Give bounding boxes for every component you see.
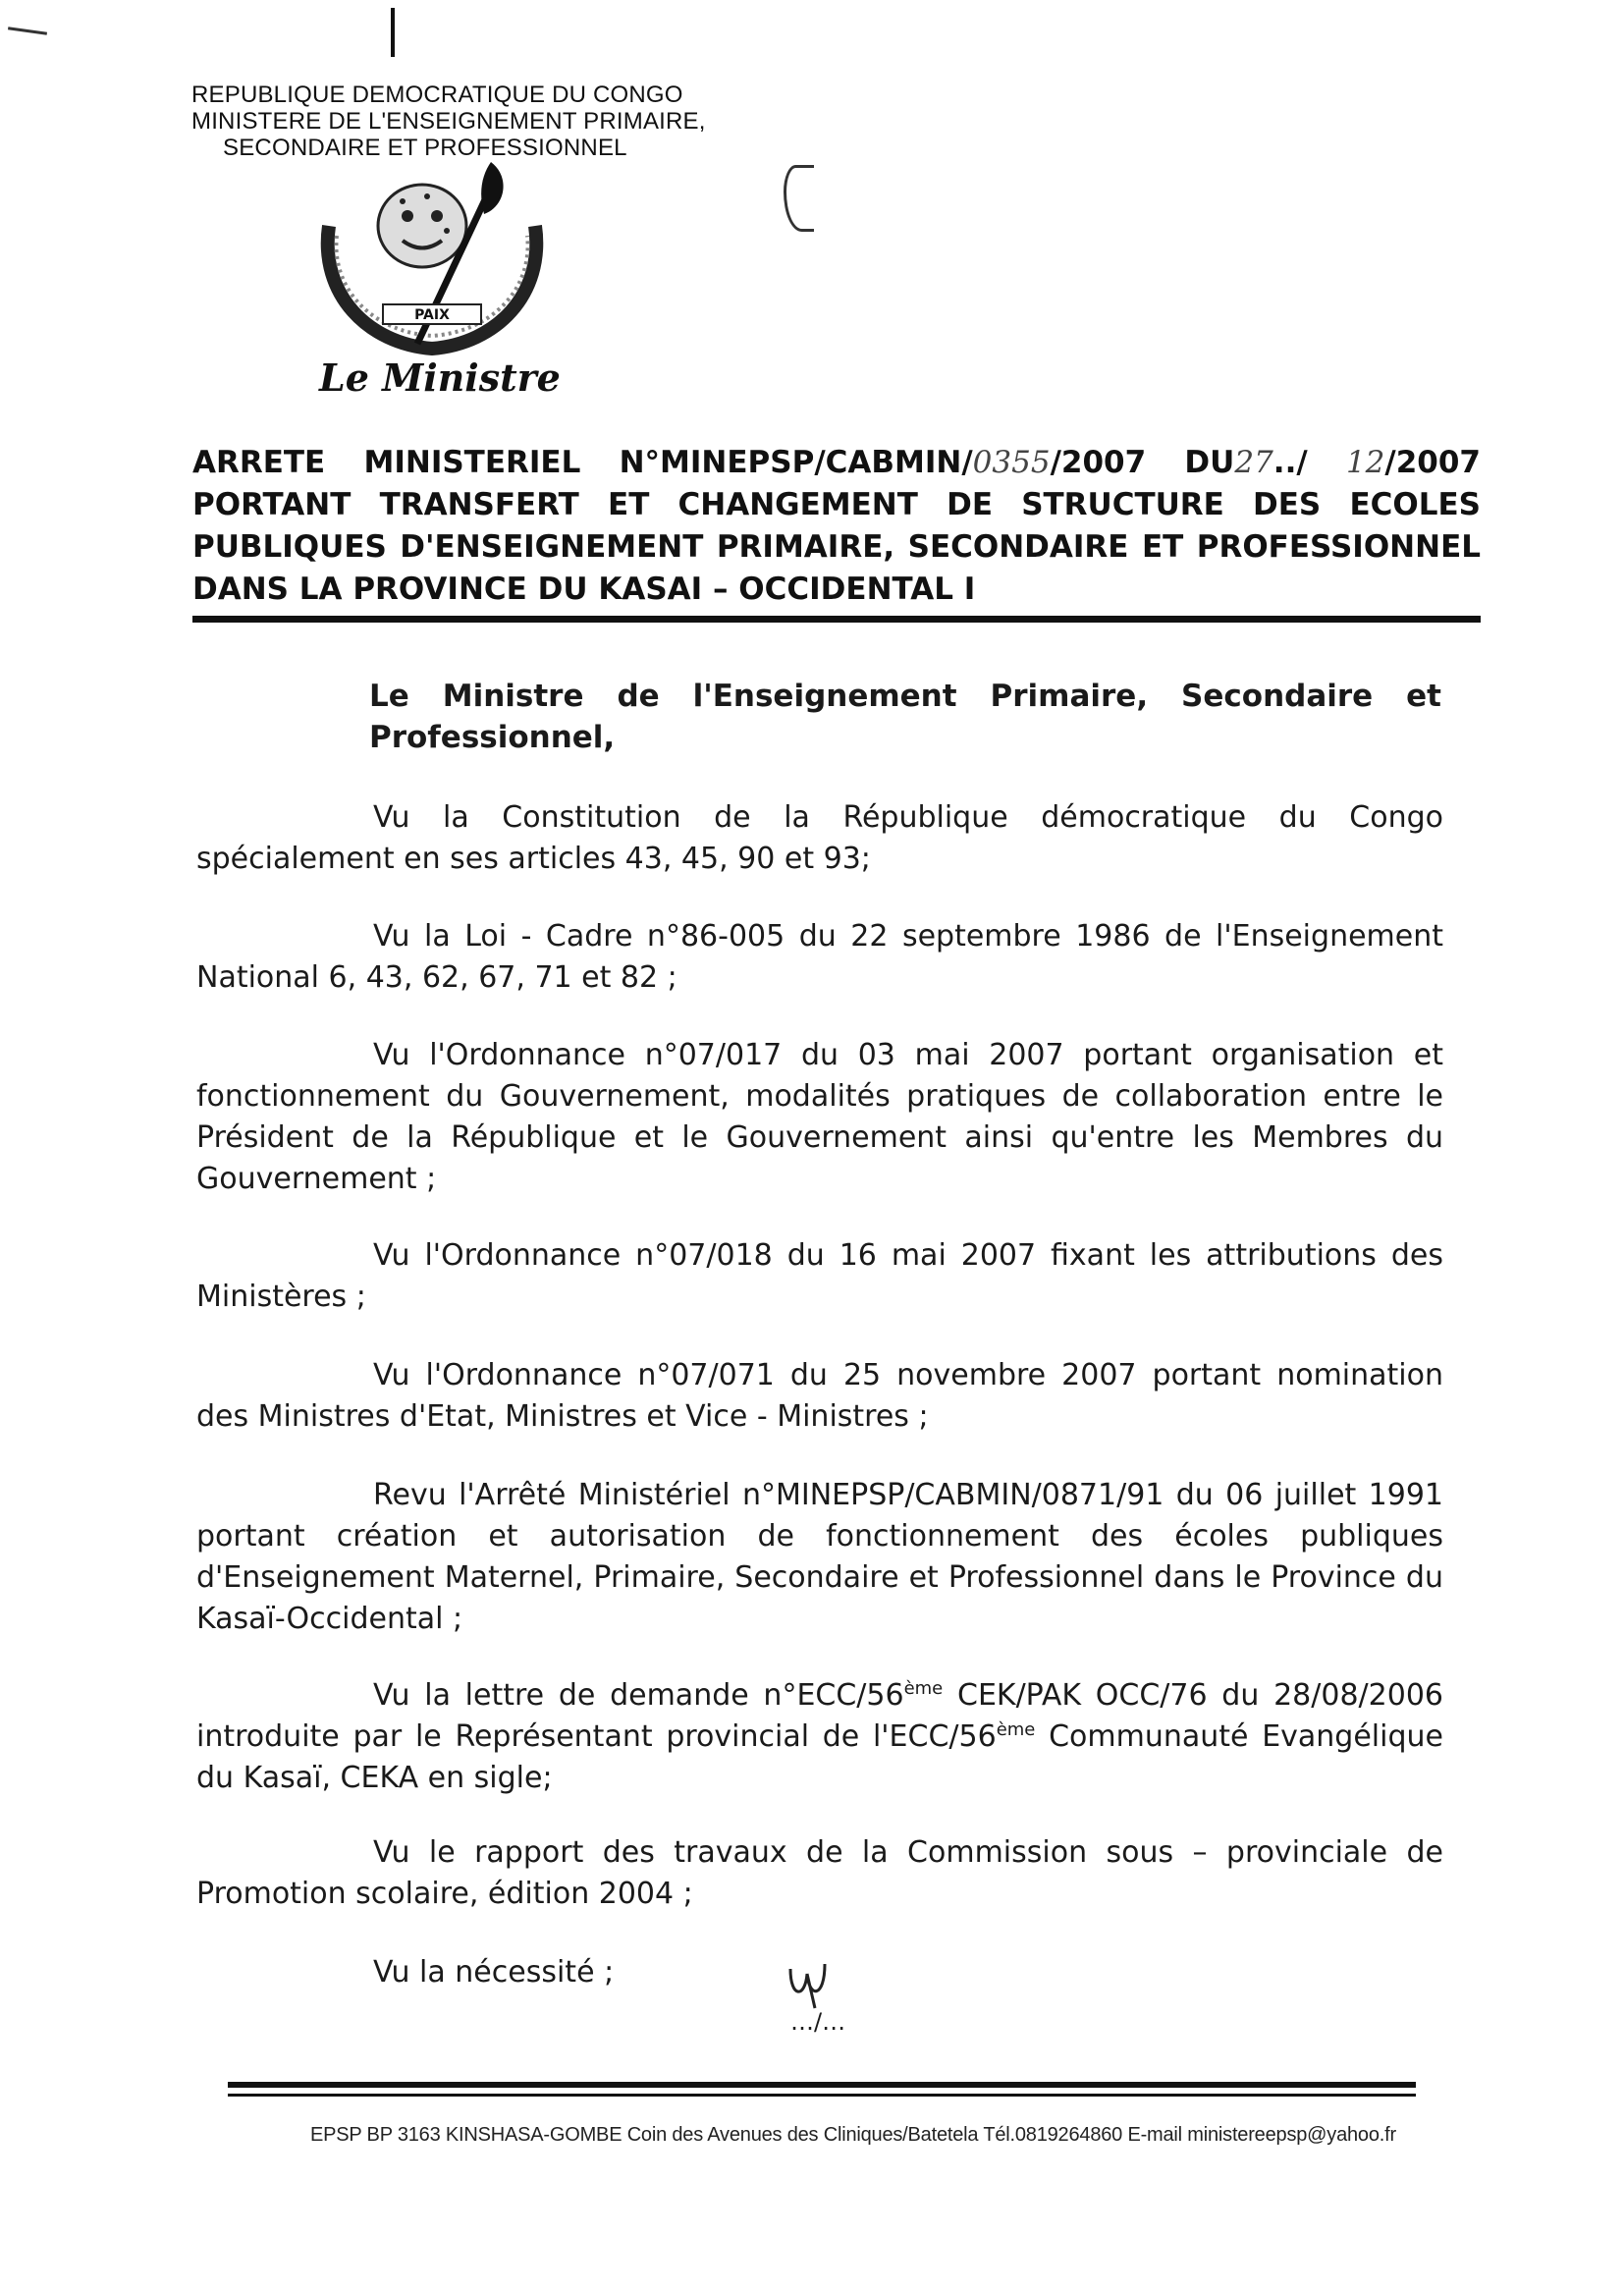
scan-mark-top: [391, 8, 395, 57]
considerant-necessite: Vu la nécessité ;: [373, 1955, 615, 1990]
footer-contact-info: EPSP BP 3163 KINSHASA-GOMBE Coin des Avenues des Cliniques/Batetela Tél.0819264860 E-mail ministereepsp@yahoo.fr: [310, 2124, 1396, 2146]
handwritten-initial-mark: [784, 165, 814, 232]
footer-divider-thick: [228, 2082, 1416, 2088]
considerant-lettre-demande: Vu la lettre de demande n°ECC/56ème CEK/PAK OCC/76 du 28/08/2006 introduite par le Représentant provincial de l'ECC/56ème Communauté Evangélique du Kasaï, CEKA en sigle;: [196, 1678, 1443, 1795]
title-divider: [192, 616, 1481, 623]
decree-title-line-2: PORTANT TRANSFERT ET CHANGEMENT DE STRUCTURE DES ECOLES: [192, 487, 1481, 522]
footer-divider-thin: [228, 2094, 1416, 2097]
scan-mark-corner: [8, 27, 47, 35]
header-ministry: MINISTERE DE L'ENSEIGNEMENT PRIMAIRE,: [191, 108, 706, 135]
header-ministry-cont: SECONDAIRE ET PROFESSIONNEL: [223, 135, 627, 161]
handwritten-month: 12: [1345, 445, 1385, 480]
considerant-loi-cadre: Vu la Loi - Cadre n°86-005 du 22 septembre 1986 de l'Enseignement National 6, 43, 62, 67, 71 et 82 ;: [196, 919, 1443, 995]
handwritten-decree-number: 0355: [972, 445, 1051, 480]
decree-title-line-1: ARRETE MINISTERIEL N°MINEPSP/CABMIN/0355/2007 DU27../ 12/2007: [192, 445, 1481, 480]
handwritten-day: 27: [1234, 445, 1273, 480]
coat-of-arms-emblem: [309, 157, 555, 373]
decree-title-line-4: DANS LA PROVINCE DU KASAI – OCCIDENTAL I: [192, 572, 976, 607]
minister-lead-paragraph: Le Ministre de l'Enseignement Primaire, Secondaire et Professionnel,: [369, 679, 1441, 755]
decree-title-line-3: PUBLIQUES D'ENSEIGNEMENT PRIMAIRE, SECONDAIRE ET PROFESSIONNEL: [192, 529, 1481, 565]
considerant-constitution: Vu la Constitution de la République démocratique du Congo spécialement en ses articles 43, 45, 90 et 93;: [196, 800, 1443, 876]
emblem-motto-text: PAIX: [414, 307, 450, 323]
considerant-ordonnance-018: Vu l'Ordonnance n°07/018 du 16 mai 2007 fixant les attributions des Ministères ;: [196, 1238, 1443, 1314]
considerant-ordonnance-071: Vu l'Ordonnance n°07/071 du 25 novembre 2007 portant nomination des Ministres d'Etat, Ministres et Vice - Ministres ;: [196, 1358, 1443, 1434]
decree-title: [192, 442, 1481, 611]
considerant-ordonnance-017: Vu l'Ordonnance n°07/017 du 03 mai 2007 portant organisation et fonctionnement du Gouvernement, modalités pratiques de collaboration entre le Président de la République et le Gouvernement ainsi qu'entre les Membres du Gouvernement ;: [196, 1038, 1443, 1196]
considerant-arrete-0871: Revu l'Arrêté Ministériel n°MINEPSP/CABMIN/0871/91 du 06 juillet 1991 portant création et autorisation de fonctionnement des écoles publiques d'Enseignement Maternel, Primaire, Secondaire et Professionnel dans le Province du Kasaï-Occidental ;: [196, 1478, 1443, 1636]
minister-signature-title: Le Ministre: [319, 355, 561, 400]
considerant-rapport-commission: Vu le rapport des travaux de la Commission sous – provinciale de Promotion scolaire, édition 2004 ;: [196, 1835, 1443, 1911]
continuation-marker: …/…: [790, 2008, 846, 2036]
header-republic: REPUBLIQUE DEMOCRATIQUE DU CONGO: [191, 82, 683, 108]
